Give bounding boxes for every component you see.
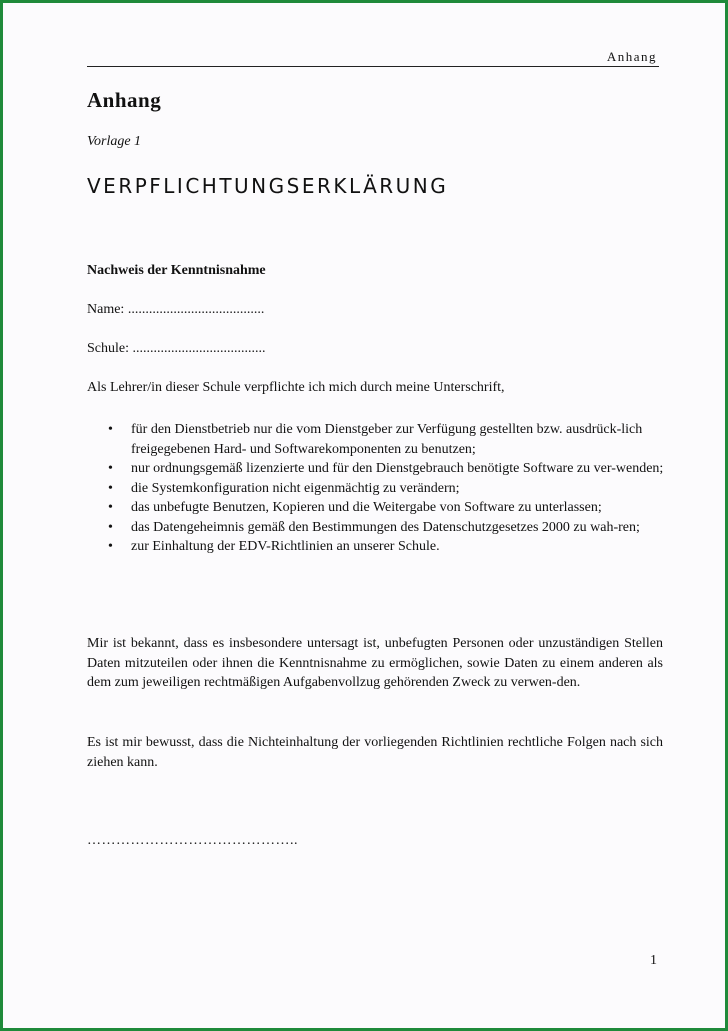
list-item: • das Datengeheimnis gemäß den Bestimmungen des Datenschutzgesetzes 2000 zu wah-ren; (87, 518, 667, 538)
header-divider (87, 66, 659, 67)
intro-text: Als Lehrer/in dieser Schule verpflichte ich mich durch meine Unterschrift, (87, 380, 505, 395)
section-heading: Nachweis der Kenntnisnahme (87, 263, 266, 278)
running-header: Anhang (606, 49, 657, 64)
list-item: • für den Dienstbetrieb nur die vom Dienstgeber zur Verfügung gestellten bzw. ausdrück-lich freigegebenen Hard- und Softwarekomponenten zu benutzen; (87, 420, 667, 459)
list-item: • das unbefugte Benutzen, Kopieren und die Weitergabe von Software zu unterlassen; (87, 498, 667, 518)
document-title: VERPFLICHTUNGSERKLÄRUNG (87, 174, 449, 198)
page-number: 1 (650, 953, 657, 968)
signature-line: …………………………………….. (87, 833, 298, 848)
list-item: • die Systemkonfiguration nicht eigenmächtig zu verändern; (87, 479, 667, 499)
name-field: Name: ....................................... (87, 302, 265, 317)
list-item: • zur Einhaltung der EDV-Richtlinien an unserer Schule. (87, 537, 667, 557)
template-label: Vorlage 1 (87, 134, 142, 149)
paragraph-prohibition: Mir ist bekannt, dass es insbesondere untersagt ist, unbefugten Personen oder unzuständigen Stellen Daten mitzuteilen oder ihnen die Kenntnisnahme zu ermöglichen, sowie Daten zu einem anderen als dem zum jeweiligen rechtmäßigen Aufgabenvollzug gehörenden Zweck zu verwen-den. (87, 636, 663, 690)
list-item: • nur ordnungsgemäß lizenzierte und für den Dienstgebrauch benötigte Software zu ver-wenden; (87, 459, 667, 479)
school-field: Schule: ...................................... (87, 341, 266, 356)
obligations-list (87, 420, 667, 557)
chapter-title: Anhang (87, 88, 162, 112)
paragraph-consequences: Es ist mir bewusst, dass die Nichteinhaltung der vorliegenden Richtlinien rechtliche Folgen nach sich ziehen kann. (87, 735, 663, 770)
